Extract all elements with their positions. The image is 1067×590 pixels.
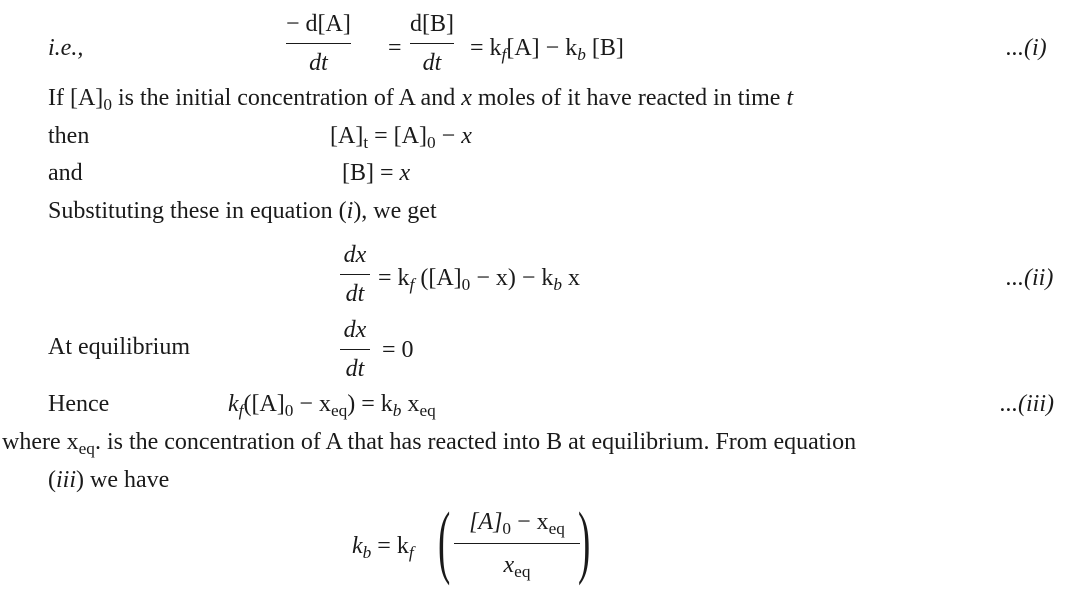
- initial-concentration-text: If $[A]_0$ is the initial concentration of A and x moles of it have reacted in time t: [48, 85, 794, 115]
- then-label: then: [48, 123, 90, 149]
- equation-tag-3: ...(iii): [1000, 391, 1054, 417]
- equilibrium-equation: $k_f([A]_0 - x_{eq}) = k_b$ $x_{eq}$: [228, 391, 436, 421]
- we-have-text: (iii) we have: [48, 467, 170, 493]
- hence-label: Hence: [48, 391, 110, 417]
- fraction-dA-dt: − d[A] dt: [286, 11, 351, 76]
- substituting-text: Substituting these in equation (i), we get: [48, 198, 437, 224]
- where-text: where $x_{eq}$. is the concentration of A that has reacted into B at equilibrium. From equation: [2, 429, 857, 459]
- and-label: and: [48, 160, 83, 186]
- rate-expression-2: = $k_f$ $([A]_0 - x) - k_b$ x: [378, 265, 581, 295]
- at-equilibrium-label: At equilibrium: [48, 334, 190, 360]
- concentration-A-t: $[A]_t = [A]_0 - x$: [330, 123, 472, 153]
- fraction-dx-dt-1: dx dt: [340, 243, 370, 306]
- equation-tag-2: ...(ii): [1006, 265, 1054, 291]
- left-paren: (: [438, 495, 451, 586]
- equals-sign: =: [388, 35, 402, 61]
- concentration-B: [B] = x: [342, 160, 411, 186]
- equals-zero: = 0: [382, 337, 414, 363]
- fraction-dB-dt: d[B] dt: [410, 11, 454, 76]
- fraction-dx-dt-2: dx dt: [340, 318, 370, 381]
- rate-expression-1: = $k_f[A] - k_b$ [B]: [470, 35, 624, 65]
- kb-expression: $k_b = k_f$: [352, 533, 414, 563]
- ie-label: i.e.,: [48, 35, 84, 61]
- right-paren: ): [578, 495, 591, 586]
- equation-tag-1: ...(i): [1006, 35, 1047, 61]
- fraction-kb: $[A]_0 - x_{eq}$ $x_{eq}$: [454, 510, 580, 577]
